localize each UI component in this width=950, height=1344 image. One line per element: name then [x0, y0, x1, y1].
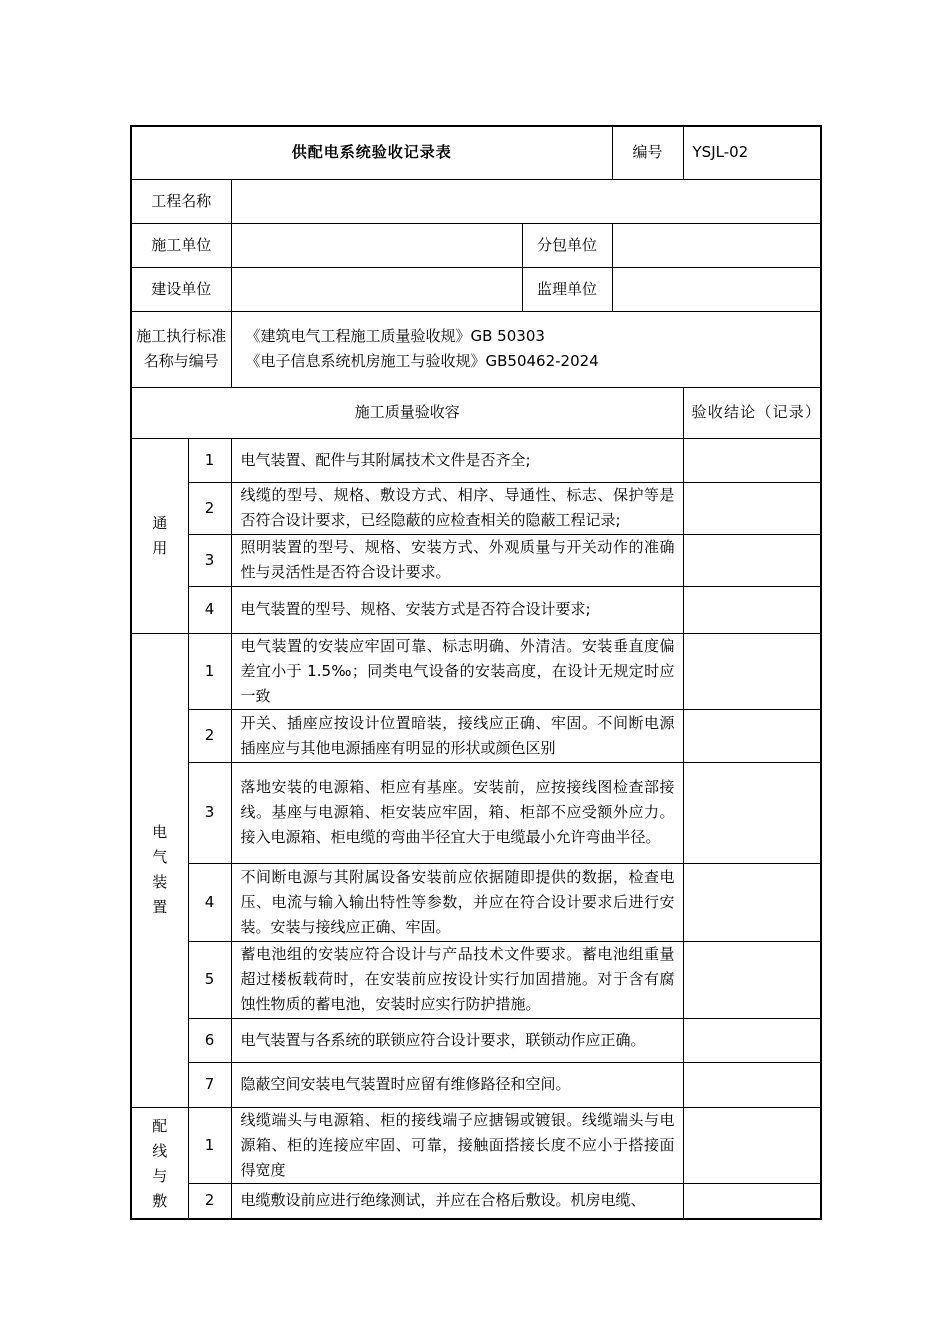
- group-label-wiring: [131, 1107, 188, 1219]
- group-label-char: 用: [152, 538, 168, 557]
- result-cell[interactable]: [683, 534, 821, 586]
- item-number: 3: [188, 762, 231, 863]
- item-number: 7: [188, 1062, 231, 1107]
- result-cell[interactable]: [683, 1018, 821, 1062]
- item-number: 5: [188, 941, 231, 1018]
- result-cell[interactable]: [683, 709, 821, 762]
- owner-unit-label: 建设单位: [131, 267, 231, 311]
- result-cell[interactable]: [683, 762, 821, 863]
- item-text: 落地安装的电源箱、柜应有基座。安装前，应按接线图检查部接线。基座与电源箱、柜安装应牢固，箱、柜部不应受额外应力。接入电源箱、柜电缆的弯曲半径宜大于电缆最小允许弯曲半径。: [231, 762, 683, 863]
- item-text: 电气装置、配件与其附属技术文件是否齐全;: [231, 438, 683, 482]
- group-label-char: 通: [152, 513, 168, 532]
- subcontract-unit-label: 分包单位: [522, 223, 612, 267]
- item-number: 4: [188, 586, 231, 633]
- code-label: 编号: [612, 126, 683, 179]
- standard-label: 施工执行标准名称与编号: [131, 311, 231, 387]
- construction-unit-label: 施工单位: [131, 223, 231, 267]
- result-cell[interactable]: [683, 1062, 821, 1107]
- result-cell[interactable]: [683, 1183, 821, 1219]
- item-text: 电气装置的型号、规格、安装方式是否符合设计要求;: [231, 586, 683, 633]
- item-text: 蓄电池组的安装应符合设计与产品技术文件要求。蓄电池组重量超过楼板载荷时，在安装前应按设计实行加固措施。对于含有腐蚀性物质的蓄电池，安装时应实行防护措施。: [231, 941, 683, 1018]
- item-text: 开关、插座应按设计位置暗装，接线应正确、牢固。不间断电源插座应与其他电源插座有明显的形状或颜色区别: [231, 709, 683, 762]
- result-cell[interactable]: [683, 482, 821, 534]
- result-cell[interactable]: [683, 941, 821, 1018]
- construction-unit-field[interactable]: [231, 223, 522, 267]
- group-label-char: 电: [152, 823, 168, 841]
- page-title: 供配电系统验收记录表: [131, 126, 612, 179]
- subcontract-unit-field[interactable]: [612, 223, 821, 267]
- item-number: 1: [188, 633, 231, 709]
- standard-list: [231, 311, 821, 387]
- result-header: 验收结论（记录）: [683, 387, 821, 438]
- item-number: 4: [188, 863, 231, 941]
- standard-item: 《建筑电气工程施工质量验收规》GB 50303: [245, 327, 545, 345]
- result-cell[interactable]: [683, 586, 821, 633]
- item-number: 1: [188, 1107, 231, 1183]
- item-number: 2: [188, 482, 231, 534]
- item-text: 电气装置与各系统的联锁应符合设计要求，联锁动作应正确。: [231, 1018, 683, 1062]
- group-label-char: 气: [152, 848, 168, 866]
- project-name-label: 工程名称: [131, 179, 231, 223]
- result-cell[interactable]: [683, 438, 821, 482]
- item-text: 照明装置的型号、规格、安装方式、外观质量与开关动作的准确性与灵活性是否符合设计要求。: [231, 534, 683, 586]
- item-text: 线缆端头与电源箱、柜的接线端子应搪锡或镀银。线缆端头与电源箱、柜的连接应牢固、可靠，接触面搭接长度不应小于搭接面得宽度: [231, 1107, 683, 1183]
- item-text: 电缆敷设前应进行绝缘测试，并应在合格后敷设。机房电缆、: [231, 1183, 683, 1219]
- item-text: 隐蔽空间安装电气装置时应留有维修路径和空间。: [231, 1062, 683, 1107]
- item-number: 1: [188, 438, 231, 482]
- item-text: 不间断电源与其附属设备安装前应依据随即提供的数据，检查电压、电流与输入输出特性等参数，并应在符合设计要求后进行安装。安装与接线应正确、牢固。: [231, 863, 683, 941]
- group-label-char: 装: [152, 873, 168, 891]
- result-cell[interactable]: [683, 633, 821, 709]
- owner-unit-field[interactable]: [231, 267, 522, 311]
- supervision-unit-label: 监理单位: [522, 267, 612, 311]
- result-cell[interactable]: [683, 1107, 821, 1183]
- item-text: 电气装置的安装应牢固可靠、标志明确、外清洁。安装垂直度偏差宜小于 1.5‰；同类电气设备的安装高度，在设计无规定时应一致: [231, 633, 683, 709]
- supervision-unit-field[interactable]: [612, 267, 821, 311]
- group-label-char: 置: [152, 898, 168, 916]
- item-number: 3: [188, 534, 231, 586]
- content-header: 施工质量验收容: [131, 387, 683, 438]
- group-label-electrical: [131, 633, 188, 1107]
- group-label-char: 敷: [152, 1191, 168, 1210]
- group-label-general: [131, 438, 188, 633]
- group-label-char: 线: [152, 1141, 168, 1160]
- code-value: YSJL-02: [683, 126, 821, 179]
- item-text: 线缆的型号、规格、敷设方式、相序、导通性、标志、保护等是否符合设计要求，已经隐蔽的应检查相关的隐蔽工程记录;: [231, 482, 683, 534]
- group-label-char: 与: [152, 1166, 168, 1185]
- item-number: 2: [188, 709, 231, 762]
- item-number: 2: [188, 1183, 231, 1219]
- standard-item: 《电子信息系统机房施工与验收规》GB50462-2024: [245, 352, 599, 370]
- item-number: 6: [188, 1018, 231, 1062]
- result-cell[interactable]: [683, 863, 821, 941]
- group-label-char: 配: [152, 1116, 168, 1135]
- acceptance-record-table: [130, 125, 822, 1220]
- project-name-field[interactable]: [231, 179, 821, 223]
